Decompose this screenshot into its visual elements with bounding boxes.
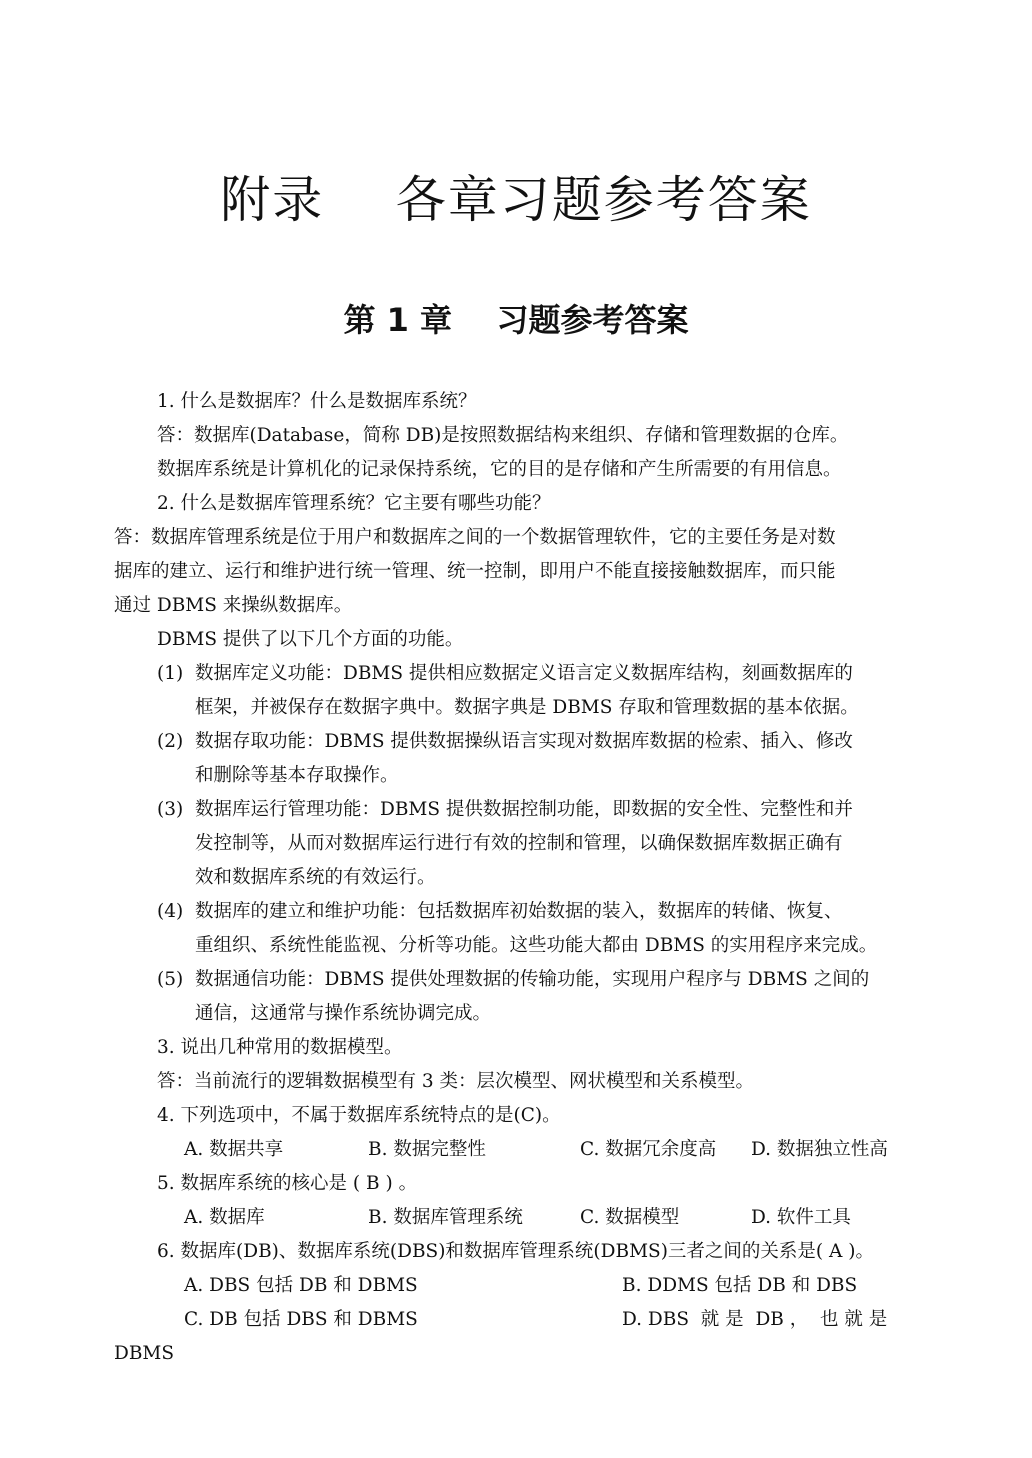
answer-2-line-2: 据库的建立、运行和维护进行统一管理、统一控制，即用户不能直接接触数据库，而只能 xyxy=(114,561,836,582)
answer-3: 答：当前流行的逻辑数据模型有 3 类：层次模型、网状模型和关系模型。 xyxy=(157,1071,755,1092)
dbms-functions-intro: DBMS 提供了以下几个方面的功能。 xyxy=(157,629,464,650)
question-2: 2. 什么是数据库管理系统？它主要有哪些功能？ xyxy=(157,493,551,514)
list-item-text: 数据库运行管理功能：DBMS 提供数据控制功能，即数据的安全性、完整性和并 xyxy=(195,799,853,820)
option-c: C. DB 包括 DBS 和 DBMS xyxy=(184,1309,418,1330)
option-a: A. 数据共享 xyxy=(184,1139,284,1160)
option-c: C. 数据冗余度高 xyxy=(580,1139,717,1160)
list-item-number: (2) xyxy=(157,731,184,752)
answer-2-line-1: 答：数据库管理系统是位于用户和数据库之间的一个数据管理软件，它的主要任务是对数 xyxy=(114,527,836,548)
option-b: B. DDMS 包括 DB 和 DBS xyxy=(622,1275,858,1296)
option-b: B. 数据完整性 xyxy=(368,1139,486,1160)
list-item-text: 和删除等基本存取操作。 xyxy=(195,765,399,786)
option-a: A. 数据库 xyxy=(184,1207,265,1228)
list-item-text: 通信，这通常与操作系统协调完成。 xyxy=(195,1003,492,1024)
list-item-number: (5) xyxy=(157,969,184,990)
option-c: C. 数据模型 xyxy=(580,1207,680,1228)
question-1: 1. 什么是数据库？什么是数据库系统？ xyxy=(157,391,477,412)
list-item-number: (4) xyxy=(157,901,184,922)
page-title: 附录 各章习题参考答案 xyxy=(220,171,812,229)
list-item-number: (1) xyxy=(157,663,184,684)
option-d: D. DBS 就 是 DB ， 也 就 是 xyxy=(622,1309,888,1330)
option-a: A. DBS 包括 DB 和 DBMS xyxy=(184,1275,418,1296)
list-item-text: 数据库定义功能：DBMS 提供相应数据定义语言定义数据库结构，刻画数据库的 xyxy=(195,663,853,684)
question-5: 5. 数据库系统的核心是 ( B ) 。 xyxy=(157,1173,418,1194)
answer-1-line-2: 数据库系统是计算机化的记录保持系统，它的目的是存储和产生所需要的有用信息。 xyxy=(157,459,842,480)
option-d: D. 软件工具 xyxy=(751,1207,851,1228)
list-item-text: 数据存取功能：DBMS 提供数据操纵语言实现对数据库数据的检索、插入、修改 xyxy=(195,731,853,752)
answer-2-line-3: 通过 DBMS 来操纵数据库。 xyxy=(114,595,353,616)
list-item-text: 效和数据库系统的有效运行。 xyxy=(195,867,436,888)
question-6: 6. 数据库(DB)、数据库系统(DBS)和数据库管理系统(DBMS)三者之间的关系是( A )。 xyxy=(157,1241,874,1262)
list-item-text: 数据库的建立和维护功能：包括数据库初始数据的装入，数据库的转储、恢复、 xyxy=(195,901,843,922)
list-item-text: 发控制等，从而对数据库运行进行有效的控制和管理，以确保数据库数据正确有 xyxy=(195,833,843,854)
list-item-text: 重组织、系统性能监视、分析等功能。这些功能大都由 DBMS 的实用程序来完成。 xyxy=(195,935,878,956)
question-3: 3. 说出几种常用的数据模型。 xyxy=(157,1037,403,1058)
option-b: B. 数据库管理系统 xyxy=(368,1207,523,1228)
option-d: D. 数据独立性高 xyxy=(751,1139,888,1160)
list-item-text: 数据通信功能：DBMS 提供处理数据的传输功能，实现用户程序与 DBMS 之间的 xyxy=(195,969,870,990)
question-4: 4. 下列选项中，不属于数据库系统特点的是(C)。 xyxy=(157,1105,561,1126)
list-item-number: (3) xyxy=(157,799,184,820)
answer-1-line-1: 答：数据库(Database，简称 DB)是按照数据结构来组织、存储和管理数据的仓库。 xyxy=(157,425,849,446)
chapter-heading: 第 1 章 习题参考答案 xyxy=(343,301,689,339)
list-item-text: 框架，并被保存在数据字典中。数据字典是 DBMS 存取和管理数据的基本依据。 xyxy=(195,697,859,718)
option-d-wrap: DBMS xyxy=(114,1343,175,1364)
